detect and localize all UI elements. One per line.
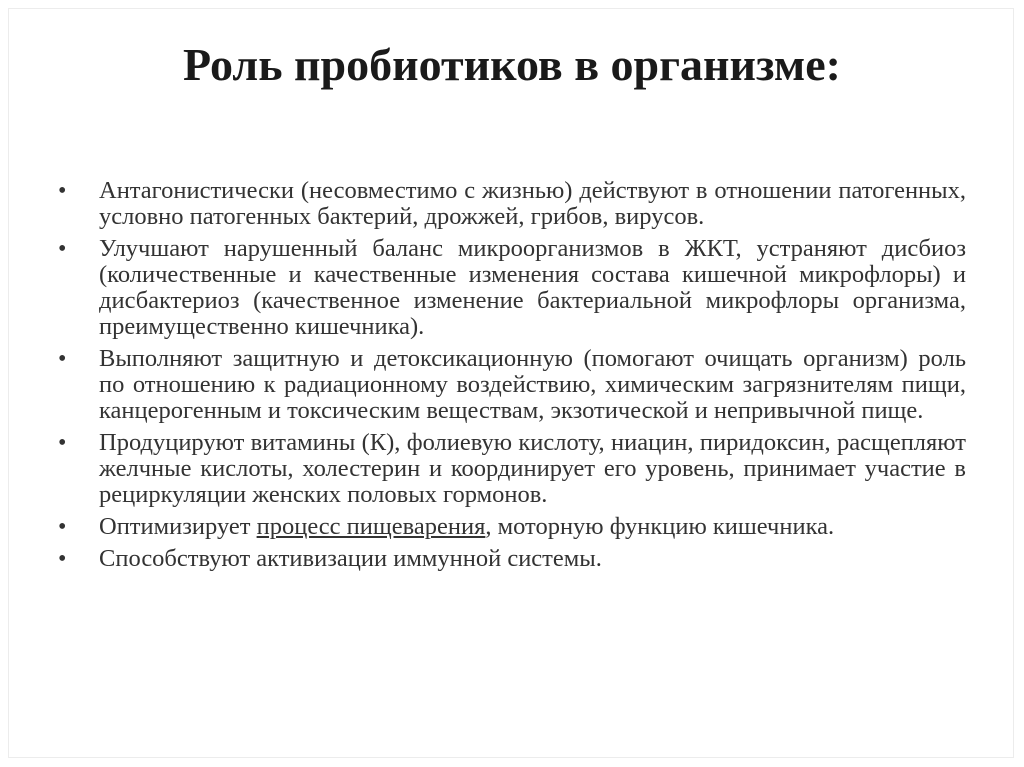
list-item xyxy=(58,546,966,572)
bullet-icon: • xyxy=(58,178,67,204)
bullet-icon: • xyxy=(58,346,67,372)
bullet-icon: • xyxy=(58,546,67,572)
list-item xyxy=(58,514,966,540)
list-item xyxy=(58,236,966,340)
list-item xyxy=(58,430,966,508)
digestion-link[interactable]: процесс пищеварения xyxy=(256,513,486,540)
bullet-text-before: Оптимизирует xyxy=(99,513,257,540)
slide-title: Роль пробиотиков в организме: xyxy=(183,39,841,90)
bullet-text: Выполняют защитную и детоксикационную (помогают очищать организм) роль по отношению к радиационному воздействию, химическим загрязнителям пищи, канцерогенным и токсическим веществам, экзотической и непривычной пище. xyxy=(99,345,966,424)
bullet-text-after: , моторную функцию кишечника. xyxy=(485,513,835,540)
bullet-text: Способствуют активизации иммунной системы. xyxy=(99,545,602,572)
list-item xyxy=(58,346,966,424)
bullet-icon: • xyxy=(58,236,67,262)
bullet-icon: • xyxy=(58,514,67,540)
bullet-icon: • xyxy=(58,430,67,456)
bullet-text: Антагонистически (несовместимо с жизнью) действуют в отношении патогенных, условно патогенных бактерий, дрожжей, грибов, вирусов. xyxy=(99,177,966,230)
bullet-text: Улучшают нарушенный баланс микроорганизмов в ЖКТ, устраняют дисбиоз (количественные и качественные изменения состава кишечной микрофлоры) и дисбактериоз (качественное изменение бактериальной микрофлоры организма, преимущественно кишечника). xyxy=(99,235,966,340)
list-item xyxy=(58,178,966,230)
bullet-text: Продуцируют витамины (К), фолиевую кислоту, ниацин, пиридоксин, расщепляют желчные кислоты, холестерин и координирует его уровень, принимает участие в рециркуляции женских половых гормонов. xyxy=(99,429,966,508)
bullet-list xyxy=(58,178,966,578)
